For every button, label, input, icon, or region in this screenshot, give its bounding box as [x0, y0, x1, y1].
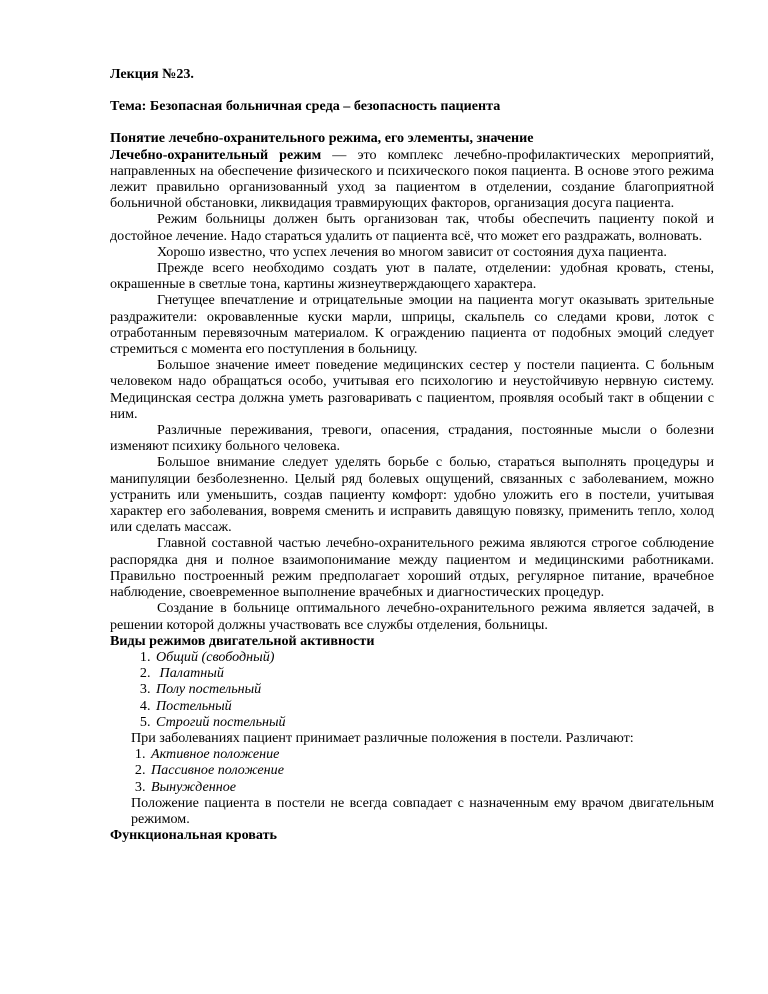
lecture-title: Лекция №23.	[110, 66, 194, 82]
definition-paragraph	[110, 147, 714, 212]
list-item: 1. Общий (свободный)	[154, 649, 714, 665]
paragraph: Главной составной частью лечебно-охранительного режима являются строгое соблюдение распорядка дня и полное взаимопонимание между пациентом и медицинскими работниками. Правильно построенный режим предполагает хороший отдых, регулярное питание, врачебное наблюдение, своевременное выполнение врачебных и диагностических процедур.	[110, 535, 714, 601]
paragraph: Гнетущее впечатление и отрицательные эмоции на пациента могут оказывать зрительные раздражители: окровавленные куски марли, шприцы, скальпель со следами крови, лоток с отработанным перевязочным материалом. К ограждению пациента от подобных эмоций следует стремиться с момента его поступления в больницу.	[110, 292, 714, 358]
paragraph: Большое значение имеет поведение медицинских сестер у постели пациента. С больным человеком надо обращаться особо, учитывая его психологию и неустойчивую нервную систему. Медицинская сестра должна уметь разговаривать с пациентом, проявляя особый такт в общении с ним.	[110, 357, 714, 422]
topic-heading: Тема: Безопасная больничная среда – безопасность пациента	[110, 98, 501, 115]
paragraph: Хорошо известно, что успех лечения во многом зависит от состояния духа пациента.	[157, 243, 667, 260]
list-item: 1. Активное положение	[149, 746, 714, 762]
document-page	[110, 66, 714, 843]
section-heading-regime: Понятие лечебно-охранительного режима, его элементы, значение	[110, 130, 534, 147]
list-item: 2. Палатный	[154, 665, 714, 681]
definition-text: — это комплекс лечебно-профилактических мероприятий, направленных на обеспечение физического и психического покоя пациента. В основе этого режима лежит правильно организованный уход за пациентом в отделении, создание благоприятной больничной обстановки, ликвидация травмирующих факторов, организация досуга пациента.	[110, 146, 714, 212]
positions-list	[110, 746, 714, 795]
paragraph: Прежде всего необходимо создать уют в палате, отделении: удобная кровать, стены, окрашенные в светлые тона, картины жизнеутверждающего характера.	[110, 260, 714, 293]
paragraph: Режим больницы должен быть организован так, чтобы обеспечить пациенту покой и достойное лечение. Надо стараться удалить от пациента всё, что может его раздражать, волновать.	[110, 211, 714, 244]
list-item: 4. Постельный	[154, 698, 714, 714]
list-item: 2. Пассивное положение	[149, 762, 714, 778]
list-item: 3. Вынужденное	[149, 779, 714, 795]
definition-term: Лечебно-охранительный режим	[110, 146, 322, 163]
positions-intro: При заболеваниях пациент принимает различные положения в постели. Различают:	[131, 729, 634, 746]
section-heading-bed: Функциональная кровать	[110, 827, 277, 844]
paragraph: Создание в больнице оптимального лечебно-охранительного режима является задачей, в решении которой должны участвовать все службы отделения, больницы.	[110, 600, 714, 633]
paragraph: Различные переживания, тревоги, опасения, страдания, постоянные мысли о болезни изменяют психику больного человека.	[110, 422, 714, 455]
paragraph: Большое внимание следует уделять борьбе с болью, стараться выполнять процедуры и манипуляции безболезненно. Целый ряд болевых ощущений, связанных с заболеванием, можно устранить или уменьшить, создав пациенту комфорт: удобно уложить его в постели, учитывая характер его заболевания, вовремя сменить и исправить давящую повязку, применить тепло, холод или сделать массаж.	[110, 454, 714, 536]
positions-note: Положение пациента в постели не всегда совпадает с назначенным ему врачом двигательным режимом.	[131, 794, 714, 827]
list-item: 5. Строгий постельный	[154, 714, 714, 730]
section-heading-activity: Виды режимов двигательной активности	[110, 632, 375, 649]
list-item: 3. Полу постельный	[154, 681, 714, 697]
activity-modes-list	[110, 649, 714, 730]
